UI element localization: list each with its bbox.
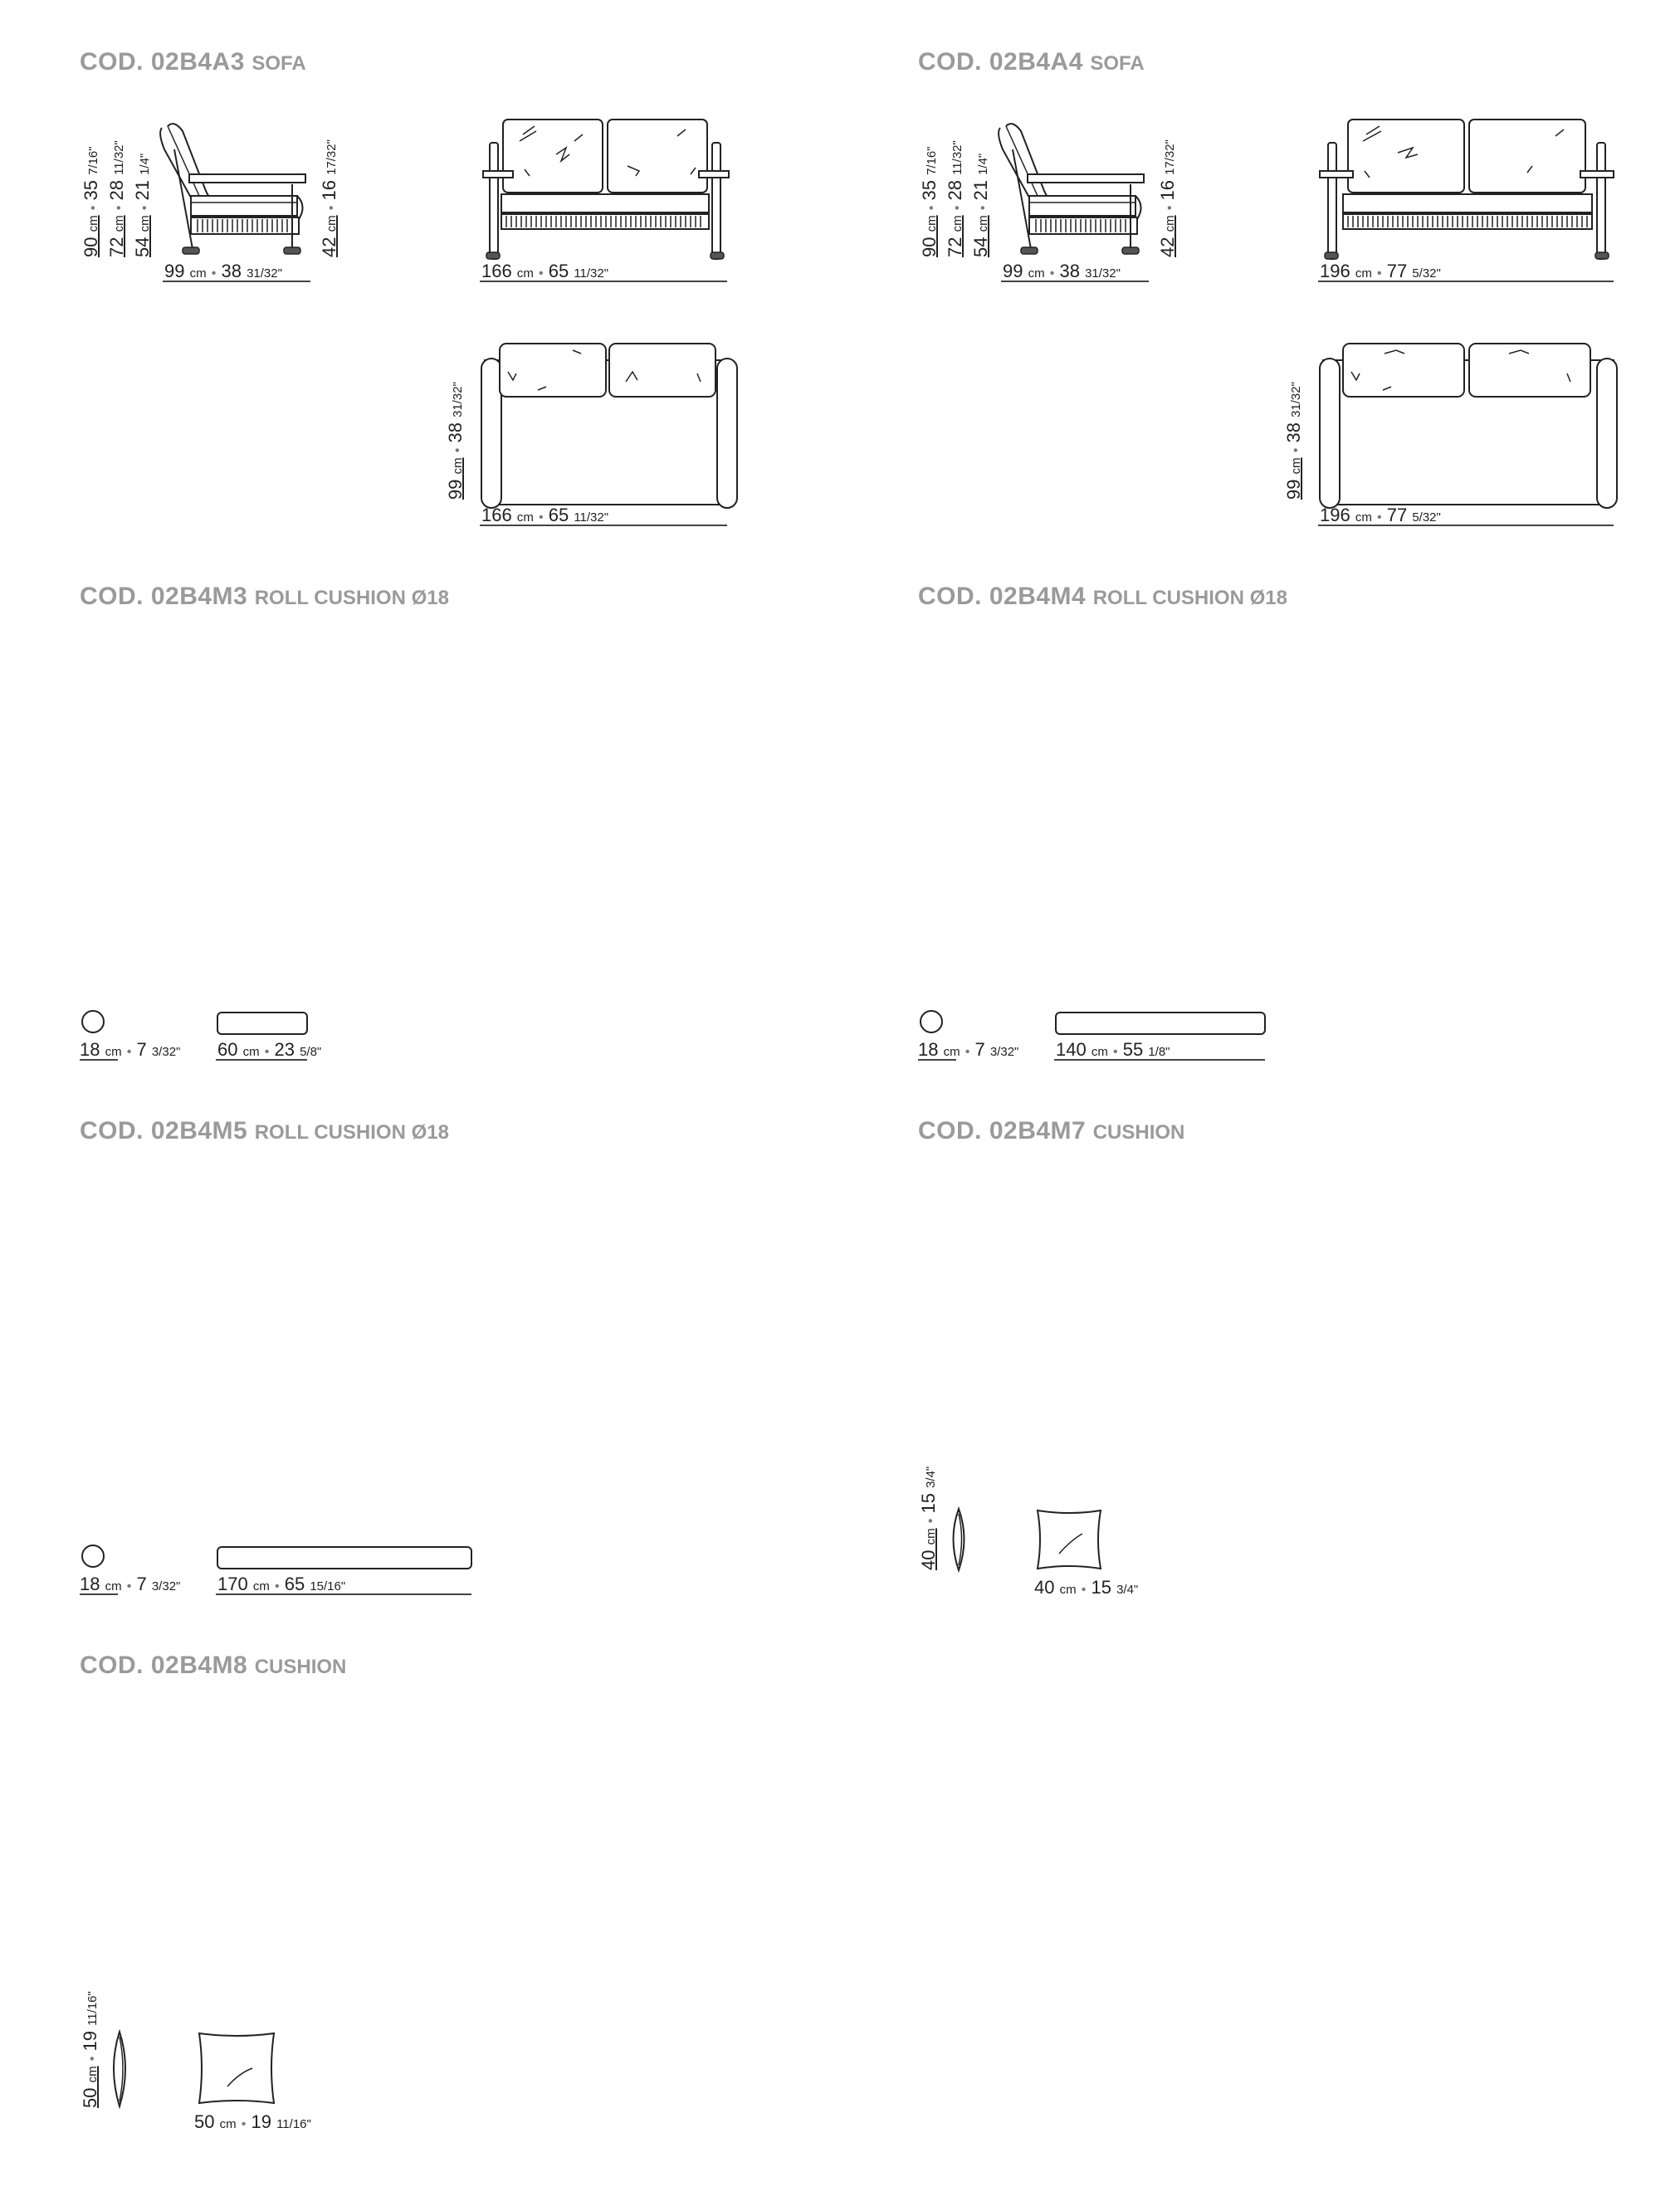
dim-width: 166 cm • 65 11/32" [481, 261, 609, 281]
dim-line [480, 281, 729, 284]
dim-line [1054, 1059, 1267, 1062]
dim-cushion-height: 40 cm • 15 3/4" [918, 1466, 939, 1570]
product-type: CUSHION [254, 1656, 347, 1678]
product-code: COD. 02B4A3 [80, 48, 245, 76]
dim-height-arm: 72 cm • 28 11/32" [106, 140, 127, 257]
product-code: COD. 02B4M4 [918, 583, 1087, 610]
dim-height-total: 90 cm • 35 7/16" [81, 146, 101, 257]
dim-line [80, 1059, 120, 1062]
dim-cushion-width: 40 cm • 15 3/4" [1034, 1577, 1139, 1598]
product-code: COD. 02B4M3 [80, 583, 248, 610]
dim-line [216, 1593, 473, 1597]
roll-cushion-side-view [1054, 1011, 1267, 1036]
dim-cushion-height: 50 cm • 19 11/16" [80, 1991, 100, 2108]
dim-length: 60 cm • 23 5/8" [217, 1039, 322, 1060]
section-title-02b4m8 [80, 1652, 346, 1680]
product-code: COD. 02B4M5 [80, 1117, 248, 1144]
section-title-02b4m4 [918, 583, 1287, 611]
dim-diameter: 18 cm • 7 3/32" [80, 1574, 181, 1594]
sofa-top-view-drawing [1318, 340, 1617, 506]
sofa-front-view-drawing [481, 116, 730, 266]
dim-diameter: 18 cm • 7 3/32" [80, 1039, 181, 1060]
section-title-02b4m3 [80, 583, 449, 611]
dim-height-total: 90 cm • 35 7/16" [919, 146, 940, 257]
dim-height-arm: 72 cm • 28 11/32" [945, 140, 965, 257]
dim-depth: 99 cm • 38 31/32" [164, 261, 282, 281]
dim-width-top: 196 cm • 77 5/32" [1320, 505, 1441, 525]
product-code: COD. 02B4M8 [80, 1652, 248, 1679]
dim-height-seat: 54 cm • 21 1/4" [970, 153, 991, 257]
dim-line [1318, 281, 1617, 284]
product-type: SOFA [1090, 52, 1145, 75]
section-title-02b4a4 [918, 48, 1145, 76]
dim-depth: 99 cm • 38 31/32" [1003, 261, 1121, 281]
dim-line [80, 1593, 120, 1597]
section-title-02b4m7 [918, 1117, 1184, 1145]
cushion-front-view [196, 2030, 277, 2106]
dim-cushion-width: 50 cm • 19 11/16" [194, 2111, 311, 2132]
product-type: ROLL CUSHION Ø18 [1092, 587, 1287, 609]
dim-diameter: 18 cm • 7 3/32" [918, 1039, 1019, 1060]
product-code: COD. 02B4M7 [918, 1117, 1087, 1144]
product-type: ROLL CUSHION Ø18 [254, 587, 449, 609]
dim-depth-top: 99 cm • 38 31/32" [1283, 382, 1304, 500]
sofa-side-view-drawing [158, 116, 324, 266]
product-type: ROLL CUSHION Ø18 [254, 1121, 449, 1144]
dim-line [1001, 281, 1150, 284]
section-title-02b4a3 [80, 48, 306, 76]
cushion-front-view [1034, 1507, 1104, 1572]
dim-seat-height: 42 cm • 16 17/32" [1157, 139, 1178, 257]
dim-height-seat: 54 cm • 21 1/4" [132, 153, 153, 257]
dim-line [480, 525, 729, 528]
product-type: CUSHION [1092, 1121, 1185, 1144]
sofa-top-view-drawing [480, 340, 737, 506]
section-title-02b4m5 [80, 1117, 449, 1145]
cushion-side-view [108, 2030, 131, 2108]
dim-length: 170 cm • 65 15/16" [217, 1574, 346, 1594]
roll-cushion-side-view [216, 1545, 473, 1570]
roll-cushion-end-view [81, 1544, 108, 1570]
sofa-side-view-drawing [996, 116, 1162, 266]
dim-length: 140 cm • 55 1/8" [1056, 1039, 1170, 1060]
roll-cushion-end-view [81, 1009, 108, 1036]
dim-line [216, 1059, 309, 1062]
dim-depth-top: 99 cm • 38 31/32" [445, 382, 466, 500]
roll-cushion-end-view [920, 1009, 946, 1036]
dim-line [918, 1059, 958, 1062]
dim-width: 196 cm • 77 5/32" [1320, 261, 1441, 281]
dim-line [1318, 525, 1617, 528]
cushion-side-view [948, 1507, 969, 1572]
dim-width-top: 166 cm • 65 11/32" [481, 505, 609, 525]
product-code: COD. 02B4A4 [918, 48, 1083, 76]
product-type: SOFA [252, 52, 306, 75]
dim-seat-height: 42 cm • 16 17/32" [319, 139, 339, 257]
roll-cushion-side-view [216, 1011, 309, 1036]
dim-line [163, 281, 312, 284]
sofa-front-view-drawing [1318, 116, 1617, 266]
